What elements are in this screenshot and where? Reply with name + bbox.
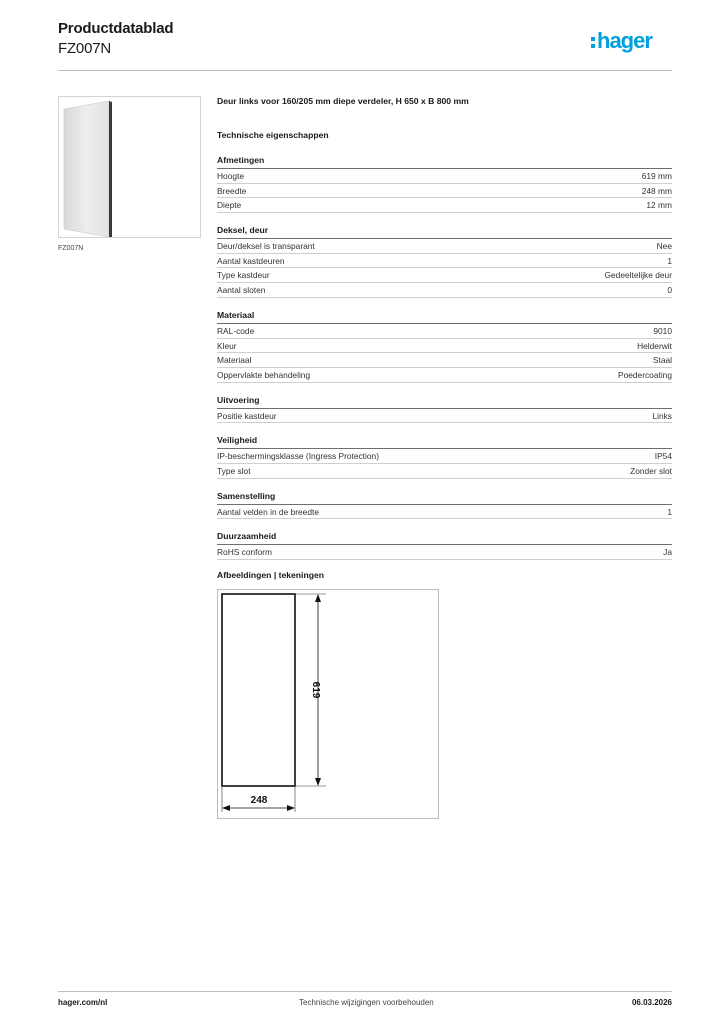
property-value: Gedeeltelijke deur xyxy=(604,270,672,281)
property-section xyxy=(217,150,672,213)
property-section xyxy=(217,220,672,298)
property-row xyxy=(217,283,672,298)
section-title: Materiaal xyxy=(217,305,672,324)
property-row xyxy=(217,545,672,560)
property-row xyxy=(217,184,672,199)
property-section xyxy=(217,390,672,424)
property-value: 1 xyxy=(667,255,672,266)
width-label: 248 xyxy=(250,795,268,806)
property-label: RAL-code xyxy=(217,325,255,336)
property-row xyxy=(217,409,672,424)
property-label: IP-beschermingsklasse (Ingress Protection) xyxy=(217,451,379,462)
hager-logo[interactable] xyxy=(590,26,674,56)
property-value: Links xyxy=(652,410,672,421)
technical-drawing xyxy=(217,589,439,819)
property-row xyxy=(217,339,672,354)
door-face xyxy=(64,101,109,237)
height-label: 619 xyxy=(310,681,321,699)
section-spacer xyxy=(217,519,672,526)
property-label: Diepte xyxy=(217,200,242,211)
section-spacer xyxy=(217,479,672,486)
property-row xyxy=(217,268,672,283)
property-row xyxy=(217,449,672,464)
section-title: Deksel, deur xyxy=(217,220,672,239)
footer-divider xyxy=(58,991,672,992)
property-row xyxy=(217,324,672,339)
section-spacer xyxy=(217,213,672,220)
property-label: Positie kastdeur xyxy=(217,410,277,421)
property-label: Aantal kastdeuren xyxy=(217,255,285,266)
property-value: 0 xyxy=(667,285,672,296)
section-spacer xyxy=(217,423,672,430)
section-spacer xyxy=(217,298,672,305)
property-row xyxy=(217,505,672,520)
logo-text: hager xyxy=(597,28,652,53)
property-label: Type kastdeur xyxy=(217,270,270,281)
property-value: 619 mm xyxy=(641,171,672,181)
logo-dot-bottom xyxy=(591,44,595,48)
property-label: Oppervlakte behandeling xyxy=(217,369,311,380)
footer-website-link[interactable]: hager.com/nl xyxy=(58,998,108,1007)
property-row xyxy=(217,169,672,184)
header-divider xyxy=(58,70,672,71)
property-row xyxy=(217,198,672,213)
properties-table xyxy=(217,150,672,560)
section-title: Veiligheid xyxy=(217,430,672,449)
property-label: RoHS conform xyxy=(217,547,272,558)
property-value: Ja xyxy=(663,547,672,558)
property-label: Kleur xyxy=(217,340,237,351)
height-arrow-top xyxy=(315,594,321,602)
property-row xyxy=(217,368,672,383)
section-title: Duurzaamheid xyxy=(217,526,672,545)
property-value: 12 mm xyxy=(646,200,672,211)
property-label: Breedte xyxy=(217,185,247,196)
property-section xyxy=(217,430,672,478)
property-value: Nee xyxy=(656,241,672,252)
property-label: Aantal sloten xyxy=(217,285,266,296)
property-row xyxy=(217,353,672,368)
property-label: Materiaal xyxy=(217,355,252,366)
tech-properties-heading: Technische eigenschappen xyxy=(217,130,329,140)
property-section xyxy=(217,305,672,383)
dimension-drawing xyxy=(218,590,438,818)
property-label: Aantal velden in de breedte xyxy=(217,506,319,517)
property-value: Zonder slot xyxy=(630,465,672,476)
property-value: 9010 xyxy=(653,325,672,336)
width-arrow-left xyxy=(222,805,230,811)
page-title: Productdatablad xyxy=(58,20,174,37)
property-label: Hoogte xyxy=(217,171,245,181)
door-outline xyxy=(222,594,295,786)
property-section xyxy=(217,486,672,520)
property-value: Helderwit xyxy=(637,340,672,351)
property-value: 248 mm xyxy=(641,185,672,196)
product-description: Deur links voor 160/205 mm diepe verdeler, H 650 x B 800 mm xyxy=(217,96,469,106)
section-title: Samenstelling xyxy=(217,486,672,505)
footer-date: 06.03.2026 xyxy=(631,998,672,1007)
property-section xyxy=(217,526,672,560)
property-value: 1 xyxy=(667,506,672,517)
drawings-heading: Afbeeldingen | tekeningen xyxy=(217,570,324,580)
door-edge xyxy=(109,101,112,237)
property-label: Type slot xyxy=(217,465,251,476)
section-spacer xyxy=(217,383,672,390)
property-row xyxy=(217,254,672,269)
image-caption: FZ007N xyxy=(58,245,84,252)
property-value: Poedercoating xyxy=(617,369,672,380)
door-panel-picture xyxy=(59,97,200,237)
logo-dot-top xyxy=(591,37,595,41)
property-row xyxy=(217,464,672,479)
height-arrow-bottom xyxy=(315,778,321,786)
section-title: Uitvoering xyxy=(217,390,672,409)
width-arrow-right xyxy=(287,805,295,811)
property-value: IP54 xyxy=(654,451,672,462)
product-code: FZ007N xyxy=(58,40,111,57)
footer-disclaimer: Technische wijzigingen voorbehouden xyxy=(299,998,434,1007)
property-label: Deur/deksel is transparant xyxy=(217,241,315,252)
property-value: Staal xyxy=(652,355,672,366)
property-row xyxy=(217,239,672,254)
product-image xyxy=(58,96,201,238)
section-title: Afmetingen xyxy=(217,150,672,169)
